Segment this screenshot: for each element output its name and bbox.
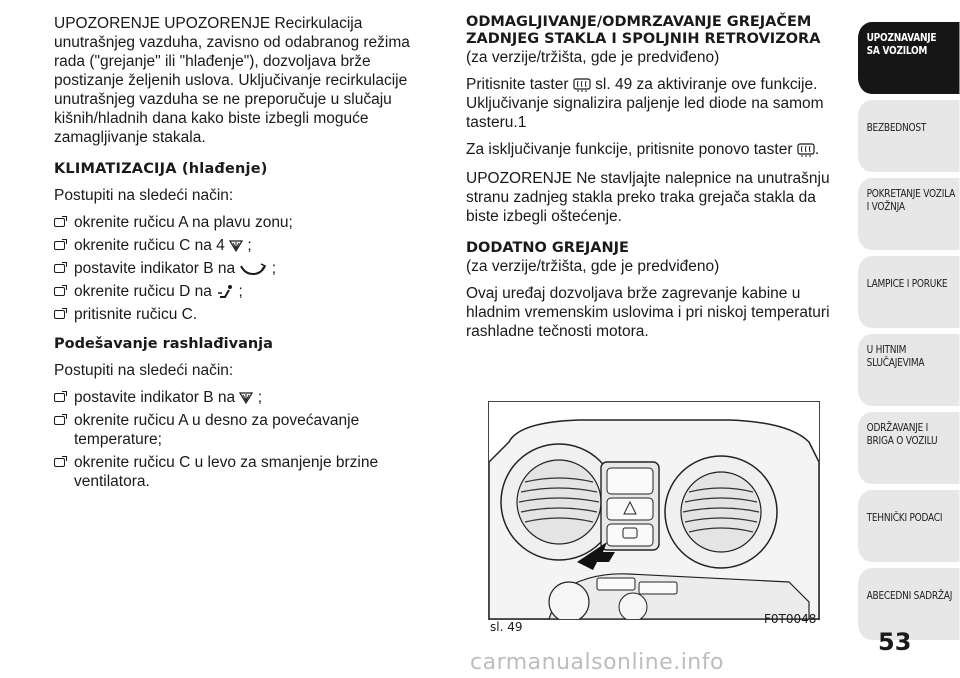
checkbox-bullet-icon xyxy=(54,393,65,402)
dodatno-heading: DODATNO GREJANJE xyxy=(466,240,629,256)
tab-odrzavanje[interactable]: ODRŽAVANJE I BRIGA O VOZILU xyxy=(858,412,959,484)
checkbox-bullet-icon xyxy=(54,264,65,273)
checkbox-bullet-icon xyxy=(54,287,65,296)
right-column xyxy=(466,14,848,349)
list-item: okrenite ručicu A u desno za povećavanje temperature; xyxy=(54,411,426,449)
klima-steps xyxy=(54,213,426,324)
tab-upoznavanje[interactable]: UPOZNAVANJE SA VOZILOM xyxy=(858,22,959,94)
podesavanje-lead: Postupiti na sledeći način: xyxy=(54,362,234,379)
airflow-person-icon xyxy=(216,284,234,300)
list-item: pritisnite ručicu C. xyxy=(54,305,426,324)
list-item: postavite indikator B na ; xyxy=(54,388,426,407)
chapter-sidebar xyxy=(858,0,960,678)
rear-defrost-icon xyxy=(797,142,815,158)
tab-hitni[interactable]: U HITNIM SLUČAJEVIMA xyxy=(858,334,959,406)
dodatno-subtitle: (za verzije/tržišta, gde je predviđeno) xyxy=(466,258,720,275)
dashboard-figure xyxy=(488,401,820,620)
list-item: postavite indikator B na ; xyxy=(54,259,426,278)
list-item: okrenite ručicu C u levo za smanjenje brzine ventilatora. xyxy=(54,453,426,491)
checkbox-bullet-icon xyxy=(54,218,65,227)
tab-abecedni[interactable]: ABECEDNI SADRŽAJ xyxy=(858,568,959,640)
tab-tehnicki[interactable]: TEHNIČKI PODACI xyxy=(858,490,959,562)
recirculation-warning: UPOZORENJE UPOZORENJE Recirkulacija unutrašnjeg vazduha, zavisno od odabranog režima rada ("grejanje" ili "hlađenje"), dozvoljava brže postizanje željenih uslova. Uključivanje recirkulacije unutrašnjeg vazduha se ne preporučuje u slučaju kišnih/hladnih dana kako biste izbegli moguće zamagljivanje stakala. xyxy=(54,15,410,146)
tab-lampice[interactable]: LAMPICE I PORUKE xyxy=(858,256,959,328)
checkbox-bullet-icon xyxy=(54,458,65,467)
klima-heading: KLIMATIZACIJA (hlađenje) xyxy=(54,161,268,177)
defrost-paragraph-2: Za isključivanje funkcije, pritisnite ponovo taster . xyxy=(466,141,820,158)
defrost-paragraph-1: Pritisnite taster sl. 49 za aktiviranje ove funkcije. Uključivanje signalizira paljenje led diode na samom tasteru.1 xyxy=(466,76,824,131)
page-number: 53 xyxy=(878,628,912,656)
recirculation-car-icon xyxy=(239,262,267,276)
fan-icon xyxy=(229,239,243,253)
podesavanje-steps xyxy=(54,388,426,491)
defrost-heading: ODMAGLJIVANJE/ODMRZAVANJE GREJAČEM ZADNJEG STAKLA I SPOLJNIH RETROVIZORA xyxy=(466,14,821,47)
list-item: okrenite ručicu C na 4 ; xyxy=(54,236,426,255)
tab-pokretanje[interactable]: POKRETANJE VOZILA I VOŽNJA xyxy=(858,178,959,250)
klima-lead: Postupiti na sledeći način: xyxy=(54,187,234,204)
checkbox-bullet-icon xyxy=(54,310,65,319)
podesavanje-heading: Podešavanje rashlađivanja xyxy=(54,336,273,352)
defrost-subtitle: (za verzije/tržišta, gde je predviđeno) xyxy=(466,49,720,66)
checkbox-bullet-icon xyxy=(54,241,65,250)
watermark: carmanualsonline.info xyxy=(470,650,724,675)
figure-caption: sl. 49 xyxy=(490,620,523,634)
sticker-warning: UPOZORENJE Ne stavljajte nalepnice na unutrašnju stranu zadnjeg stakla preko traka grejača stakla da biste izbegli oštećenje. xyxy=(466,170,830,225)
tab-bezbednost[interactable]: BEZBEDNOST xyxy=(858,100,959,172)
list-item: okrenite ručicu A na plavu zonu; xyxy=(54,213,426,232)
rear-defrost-icon xyxy=(573,77,591,93)
checkbox-bullet-icon xyxy=(54,416,65,425)
figure-code: F0T0048 xyxy=(764,612,817,626)
dodatno-paragraph: Ovaj uređaj dozvoljava brže zagrevanje kabine u hladnim vremenskim uslovima i pri niskoj temperaturi rashladne tečnosti motora. xyxy=(466,285,830,340)
left-column xyxy=(54,14,426,497)
fan-icon xyxy=(239,391,253,405)
list-item: okrenite ručicu D na ; xyxy=(54,282,426,301)
dashboard-illustration xyxy=(489,402,819,619)
